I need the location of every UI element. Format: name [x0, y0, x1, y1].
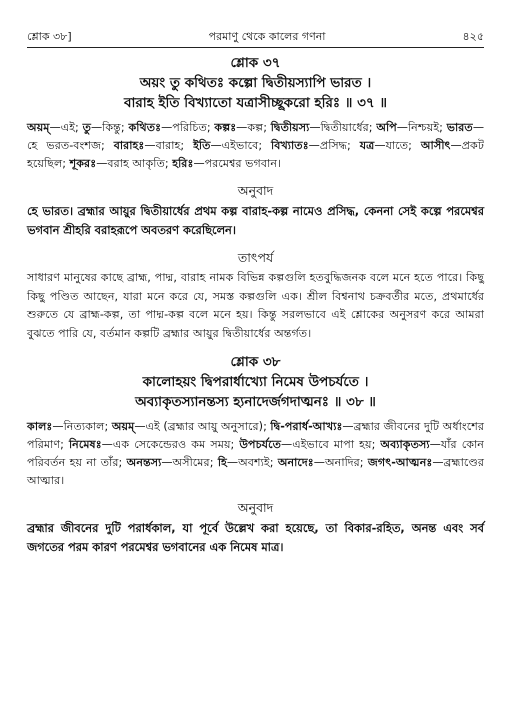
- verse-37-translation-title: অনুবাদ: [237, 183, 274, 198]
- verse-37-purport: সাধারণ মানুষের কাছে ব্রাহ্ম, পাদ্ম, বারাহ নামক বিভিন্ন কল্পগুলি হতবুদ্ধিজনক বলে মনে হতে পারে। কিছু কিছু পণ্ডিত আছেন, যারা মনে করে যে, সমস্ত কল্পগুলি এক। শ্রীল বিশ্বনাথ চক্রবর্তীর মতে, প্রথমার্ধের শুরুতে যে ব্রাহ্ম-কল্প, তা পাদ্ম-কল্প বলে মনে হয়। কিন্তু সরলভাবে এই শ্লোকের অনুসরণ করে আমরা বুঝতে পারি যে, বর্তমান কল্পটি ব্রহ্মার আয়ুর দ্বিতীয়ার্ধের অন্তর্গত।: [27, 271, 484, 340]
- verse-37-line-2: বারাহ ইতি বিখ্যাতো যত্রাসীচ্ছূকরো হরিঃ ॥ ৩৭ ॥: [123, 95, 388, 111]
- synonym-word: শূকরঃ: [69, 157, 97, 170]
- synonym-meaning: পরমেশ্বর ভগবান: [204, 157, 277, 170]
- verse-37-translation: হে ভারত। ব্রহ্মার আয়ুর দ্বিতীয়ার্ধের প্রথম কল্প বারাহ-কল্প নামেও প্রসিদ্ধ, কেননা সেই কল্পে পরমেশ্বর ভগবান শ্রীহরি বরাহরূপে অবতরণ করেছিলেন।: [27, 204, 484, 237]
- synonym-meaning: হে ভরত-বংশজ: [27, 139, 101, 152]
- header-verse-ref: শ্লোক ৩৮]: [27, 30, 72, 43]
- synonym-meaning: কিন্তু: [102, 121, 121, 134]
- synonym-word: অনন্তস্য: [126, 456, 162, 469]
- synonym-meaning: অনাদির: [324, 456, 360, 469]
- synonym-word: হরিঃ: [172, 157, 194, 170]
- synonym-meaning: বরাহ আকৃতি: [107, 157, 165, 170]
- synonym-word: যত্র: [359, 139, 375, 152]
- synonym-meaning: এইভাবে: [221, 139, 259, 152]
- synonym-meaning: এইভাবে মাপা হয়: [292, 438, 372, 451]
- verse-38-number: শ্লোক ৩৮: [230, 354, 281, 370]
- synonym-word: তু: [82, 121, 91, 134]
- synonym-meaning: এই (ব্রহ্মার আয়ু অনুসারে): [145, 420, 264, 433]
- synonym-word: হি: [217, 456, 227, 469]
- verse-37-synonyms: অয়ম্—এই; তু—কিন্তু; কথিতঃ—পরিচিত; কল্পঃ—কল্প; দ্বিতীয়স্য—দ্বিতীয়ার্ধের; অপি—নিশ্চয়ই; ভারত—হে ভরত-বংশজ; বারাহঃ—বারাহ; ইতি—এইভাবে; বিখ্যাতঃ—প্রসিদ্ধ; যত্র—যাতে; আসীৎ—প্রকট হয়েছিল; শূকরঃ—বরাহ আকৃতি; হরিঃ—পরমেশ্বর ভগবান।: [27, 121, 485, 170]
- synonym-word: অয়ম্: [27, 121, 50, 134]
- synonym-meaning: ব্রহ্মার জীবনের দুটি অর্ধাংশের পরিমাণ: [27, 420, 485, 451]
- verse-38-line-2: অব্যাকৃতস্যানন্তস্য হ্যনাদের্জগদাত্মনঃ ॥ ৩৮ ॥: [135, 394, 376, 410]
- synonym-meaning: এক সেকেন্ডেরও কম সময়: [112, 438, 231, 451]
- verse-38-translation: ব্রহ্মার জীবনের দুটি পরার্ধকাল, যা পূর্বে উল্লেখ করা হয়েছে, তা বিকার-রহিত, অনন্ত এবং সর্ব জগতের পরম কারণ পরমেশ্বর ভগবানের এক নিমেষ মাত্র।: [27, 521, 484, 554]
- verse-37-purport-title: তাৎপর্য: [237, 250, 274, 265]
- verse-38-section: [27, 353, 484, 557]
- synonym-word: অনাদেঃ: [277, 456, 314, 469]
- synonym-word: কথিতঃ: [128, 121, 162, 134]
- verse-37-section: [27, 54, 484, 343]
- verse-38-line-1: কালোহয়ং দ্বিপরার্ধাখ্যো নিমেষ উপচর্যতে ।: [142, 374, 369, 390]
- synonym-meaning: নিত্যকাল: [63, 420, 105, 433]
- synonym-word: দ্বিতীয়স্য: [270, 121, 310, 134]
- synonym-meaning: দ্বিতীয়ার্ধের: [320, 121, 369, 134]
- verse-37-line-1: অয়ং তু কথিতঃ কল্পো দ্বিতীয়স্যাপি ভারত ।: [139, 75, 372, 91]
- synonym-meaning: অবশ্যই: [238, 456, 270, 469]
- synonym-meaning: প্রসিদ্ধ: [319, 139, 347, 152]
- synonym-meaning: পরিচিত: [172, 121, 207, 134]
- synonym-meaning: নিশ্চয়ই: [407, 121, 440, 134]
- synonym-meaning: বারাহ: [155, 139, 181, 152]
- verse-38-translation-title: অনুবাদ: [237, 500, 274, 515]
- synonym-meaning: ব্রহ্মাণ্ডের আত্মার: [27, 456, 484, 487]
- synonym-meaning: কল্প: [247, 121, 264, 134]
- synonym-word: কালঃ: [27, 420, 53, 433]
- synonym-word: দ্বি-পরার্ধ-আখ্যঃ: [270, 420, 343, 433]
- synonym-word: ইতি: [193, 139, 211, 152]
- synonym-word: জগৎ-আত্মনঃ: [367, 456, 433, 469]
- header-page-number: ৪২৫: [462, 30, 484, 43]
- synonym-meaning: প্রকট হয়েছিল: [27, 139, 484, 170]
- synonym-word: বিখ্যাতঃ: [271, 139, 309, 152]
- verse-38-synonyms: কালঃ—নিত্যকাল; অয়ম্—এই (ব্রহ্মার আয়ু অনুসারে); দ্বি-পরার্ধ-আখ্যঃ—ব্রহ্মার জীবনের দুটি অর্ধাংশের পরিমাণ; নিমেষঃ—এক সেকেন্ডেরও কম সময়; উপচর্যতে—এইভাবে মাপা হয়; অব্যাকৃতস্য—যাঁর কোন পরিবর্তন হয় না তাঁর; অনন্তস্য—অসীমের; হি—অবশ্যই; অনাদেঃ—অনাদির; জগৎ-আত্মনঃ—ব্রহ্মাণ্ডের আত্মার।: [27, 420, 485, 487]
- running-header: [27, 30, 484, 48]
- synonym-meaning: অসীমের: [172, 456, 210, 469]
- synonym-meaning: যাতে: [385, 139, 409, 152]
- synonym-meaning: এই: [60, 121, 76, 134]
- synonym-word: অয়ম্: [111, 420, 135, 433]
- synonym-word: কল্পঃ: [214, 121, 237, 134]
- synonym-word: ভারত: [446, 121, 473, 134]
- synonym-word: আসীৎ: [420, 139, 451, 152]
- synonym-word: উপচর্যতে: [239, 438, 281, 451]
- synonym-word: অপি: [376, 121, 397, 134]
- synonym-word: বারাহঃ: [113, 139, 145, 152]
- synonym-word: অব্যাকৃতস্য: [380, 438, 430, 451]
- synonym-meaning: যাঁর কোন পরিবর্তন হয় না তাঁর: [27, 438, 484, 469]
- verse-37-number: শ্লোক ৩৭: [230, 55, 281, 71]
- synonym-word: নিমেষঃ: [68, 438, 102, 451]
- header-chapter-title: পরমাণু থেকে কালের গণনা: [208, 30, 326, 43]
